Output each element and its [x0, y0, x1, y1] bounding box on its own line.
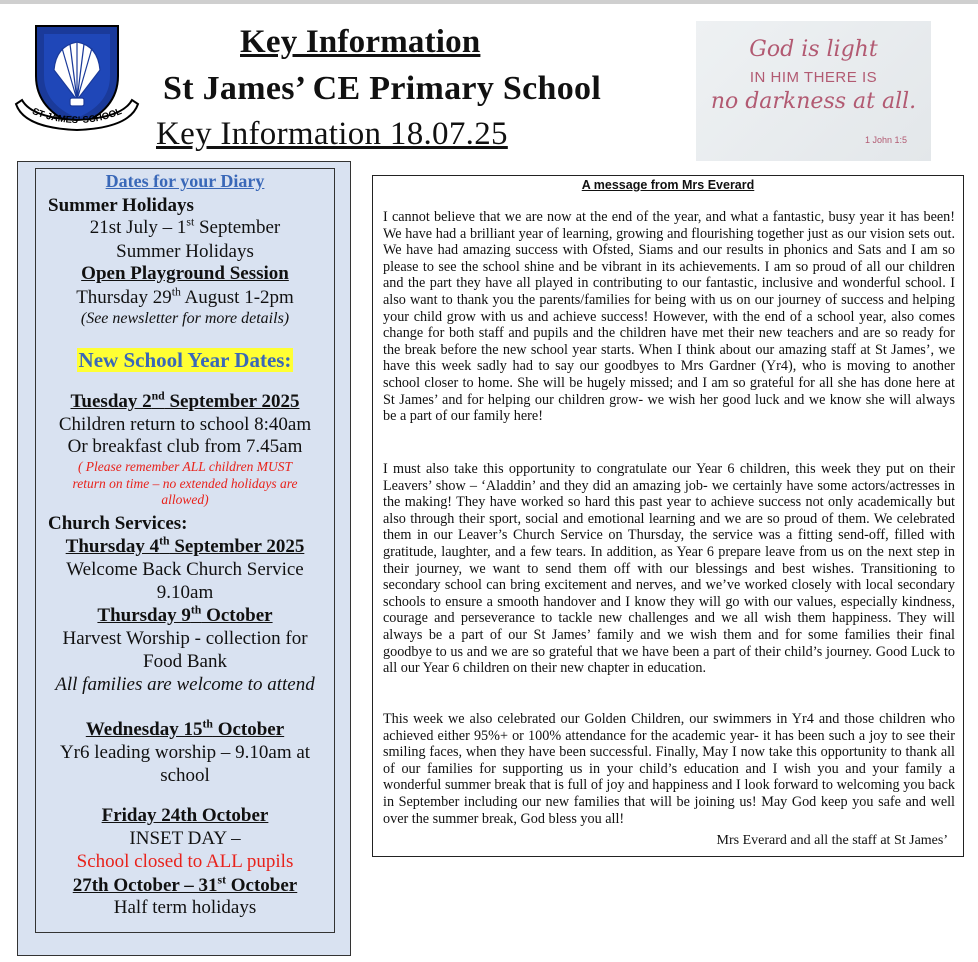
breakfast-club-line: Or breakfast club from 7.45am [67, 436, 303, 457]
bible-verse-image [696, 21, 931, 161]
warning-line-3: allowed) [161, 492, 209, 507]
message-signature: Mrs Everard and all the staff at St James’ [716, 833, 948, 848]
warning-line-2: return on time – no extended holidays are [72, 476, 298, 491]
open-playground-note: (See newsletter for more details) [80, 310, 290, 327]
verse-line-2: IN HIM THERE IS [749, 69, 878, 86]
friday-24th-october: Friday 24th October [101, 805, 269, 826]
thursday-9th-october: Thursday 9th October [97, 603, 273, 626]
thursday-4th-september: Thursday 4th September 2025 [65, 534, 305, 557]
top-divider [0, 0, 978, 4]
open-playground-title: Open Playground Session [81, 263, 289, 284]
verse-reference: 1 John 1:5 [864, 135, 907, 145]
yr6-worship-line-2: school [160, 765, 210, 786]
summer-holidays-title: Summer Holidays [48, 195, 194, 216]
harvest-worship-line-2: Food Bank [143, 651, 227, 672]
message-paragraph-1: I cannot believe that we are now at the end of the year, and what a fantastic, busy year it has been! We have had a brilliant year of learning, growing and flourishing together just as our vision sets out. We have had amazing success with Ofsted, Siams and our results in phonics and Sats and I am so please to see the school shine and be vibrant in its achievements. I am so proud of all our children and the part they have all played in contributing to our fantastic, inclusive and wonderful school. I also want to thank you the parents/families for being with us on our journey of success and helping your child grow with us and achieve success! However, with the end of a school year, also comes change for both staff and pupils and the children have met their new teachers and are so ready for the break before the new school year starts. When I think about our amazing staff at St James’, we have this week sadly had to say our goodbyes to Mrs Gardner (Yr4), who is moving to another school closer to home. She will be hugely missed; and I am so grateful for all she has done here at St James’ and for helping our children grow- we wish her good luck and we know she will always be a part of our family here! [383, 209, 955, 425]
warning-line-1: ( Please remember ALL children MUST [77, 459, 293, 474]
children-return-line: Children return to school 8:40am [58, 414, 312, 435]
church-services-title: Church Services: [48, 513, 188, 534]
half-term-desc: Half term holidays [113, 897, 257, 918]
wednesday-15th-october: Wednesday 15th October [85, 717, 285, 740]
summer-holidays-desc: Summer Holidays [116, 241, 254, 262]
school-crest-logo [14, 18, 140, 138]
verse-line-3: no darkness at all. [710, 89, 917, 114]
inset-day-line: INSET DAY – [129, 828, 241, 849]
message-heading: A message from Mrs Everard [581, 178, 755, 192]
crest-motto: ST JAMES' SCHOOL [30, 106, 124, 127]
new-school-year-title: New School Year Dates: [78, 348, 292, 372]
page-subtitle-date: Key Information 18.07.25 [156, 116, 508, 152]
tuesday-return-date: Tuesday 2nd September 2025 [70, 389, 300, 412]
summer-holidays-dates: 21st July – 1st September [89, 215, 281, 238]
diary-heading: Dates for your Diary [105, 171, 265, 191]
verse-line-1: God is light [749, 37, 878, 62]
school-closed-line: School closed to ALL pupils [76, 851, 294, 872]
welcome-back-service: Welcome Back Church Service [66, 559, 304, 580]
harvest-worship-line-1: Harvest Worship - collection for [62, 628, 308, 649]
families-welcome-line: All families are welcome to attend [55, 674, 315, 695]
page-title: Key Information [240, 24, 481, 60]
welcome-back-time: 9.10am [156, 582, 214, 603]
yr6-worship-line-1: Yr6 leading worship – 9.10am at [59, 742, 311, 763]
message-paragraph-3: This week we also celebrated our Golden Children, our swimmers in Yr4 and those children who achieved either 95%+ or 100% attendance for the academic year- it has been such a joy to see their smiling faces, when they have been successful. Finally, May I now take this opportunity to thank all of our families for supporting us in your child’s education and I wish you and your family a wonderful summer break that is full of joy and happiness and I look forward to welcoming you back in September including our new families that will be joining us! May God keep you safe and well over the summer break, God bless you all! [383, 711, 955, 827]
half-term-dates: 27th October – 31st October [72, 873, 298, 896]
school-name: St James’ CE Primary School [163, 70, 602, 107]
message-paragraph-2: I must also take this opportunity to congratulate our Year 6 children, this week they put on their Leavers’ show – ‘Aladdin’ and they did an amazing job- we certainly have some actors/actresses in the making! They have worked so hard this past year to achieve success not only academically but also through their sport, social and emotional learning and we are so proud of them. We celebrated them in our Leaver’s Church Service on Thursday, the service was a fitting send-off, filled with gratitude, laughter, and a few tears. In addition, as Year 6 prepare leave from us on the next step in their journey, we want to send them off with our blessings and best wishes. Transitioning to secondary school can bring excitement and nerves, and we’ve worked closely with local secondary schools to ensure a smooth handover and I know they will go with our values, especially kindness, courage and perseverance to tackle new challenges and we all wish them happiness. They will always be a part of our St James’ family and we wish them and for some families their final goodbye to us and we are so grateful that we have been a part of their child’s journey. Good Luck to all our Year 6 children on their new chapter in education. [383, 461, 955, 677]
open-playground-date: Thursday 29th August 1-2pm [76, 285, 294, 308]
